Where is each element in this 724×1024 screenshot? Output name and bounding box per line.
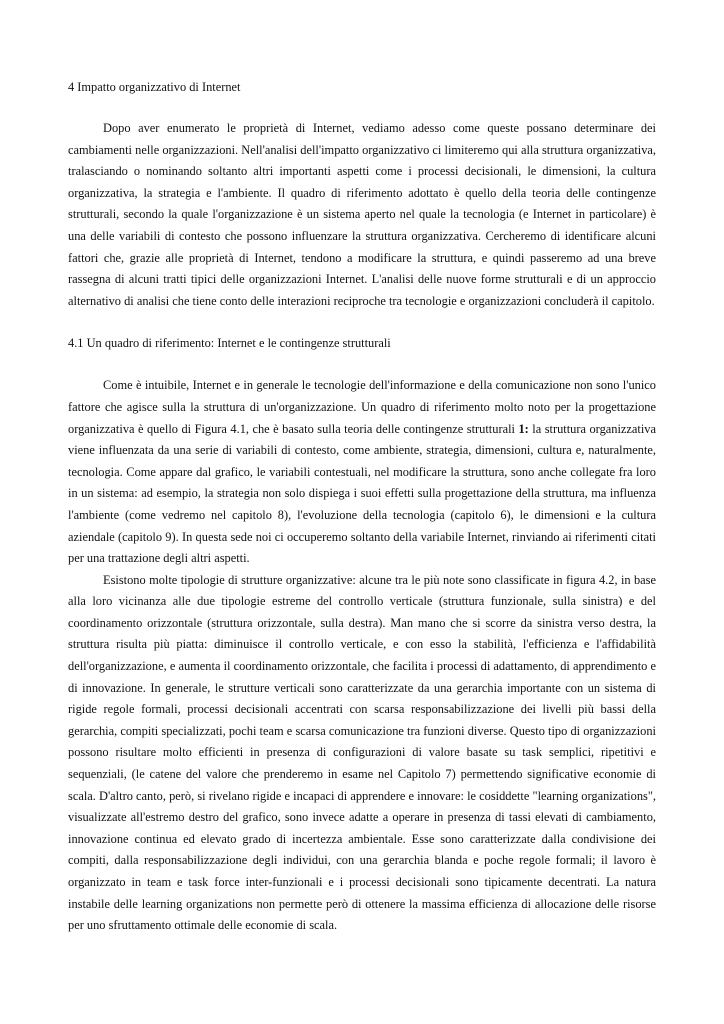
section-title: 4 Impatto organizzativo di Internet — [68, 80, 241, 94]
paragraph-text: Come è intuibile, Internet e in generale le tecnologie dell'informazione e della comunicazione non sono l'unico fattore che agisce sulla la struttura di un'organizzazione. Un quadro di riferimento molto noto per la progettazione organizzativa è quello di Figura 4.1, che è basato sulla teoria delle contingenze strutturali — [68, 378, 656, 436]
subsection-title: 4.1 Un quadro di riferimento: Internet e le contingenze strutturali — [68, 336, 391, 351]
intro-paragraph: Dopo aver enumerato le proprietà di Internet, vediamo adesso come queste possano determinare dei cambiamenti nelle organizzazioni. Nell'analisi dell'impatto organizzativo ci limiteremo qui alla struttura organizzativa, tralasciando o nominando soltanto altri importanti aspetti come i processi decisionali, le dimensioni, la cultura organizzativa, la strategia e l'ambiente. Il quadro di riferimento adottato è quello della teoria delle contingenze strutturali, secondo la quale l'organizzazione è un sistema aperto nel quale la tecnologia (e Internet in particolare) è una delle variabili di contesto che possono influenzare la struttura organizzativa. Cercheremo di identificare alcuni fattori che, grazie alle proprietà di Internet, tendono a modificare la struttura, e quindi passeremo ad una breve rassegna di alcuni tratti tipici delle organizzazioni Internet. L'analisi delle nuove forme strutturali e di un approccio alternativo di analisi che tiene conto delle interazioni reciproche tra tecnologie e organizzazioni concluderà il capitolo. — [68, 121, 656, 308]
footnote-marker: 1: — [518, 421, 529, 436]
document-page — [68, 76, 656, 937]
paragraph-organizational-structures: Esistono molte tipologie di strutture organizzative: alcune tra le più note sono classificate in figura 4.2, in base alla loro vicinanza alle due tipologie estreme del controllo verticale (struttura funzionale, sulla sinistra) e del coordinamento orizzontale (struttura orizzontale, sulla destra). Man mano che si scorre da sinistra verso destra, la struttura risulta più piatta: diminuisce il controllo verticale, e con esso la stabilità, l'efficienza e l'affidabilità dell'organizzazione, e aumenta il coordinamento orizzontale, che facilita i processi di adattamento, di apprendimento e di innovazione. In generale, le strutture verticali sono caratterizzate da una gerarchia importante con un sistema di rigide regole formali, processi decisionali accentrati con scarsa responsabilizzazione dei livelli più bassi della gerarchia, compiti specializzati, pochi team e scarsa comunicazione tra funzioni diverse. Questo tipo di organizzazioni possono risultare molto efficienti in presenza di configurazioni di valore basate su task semplici, ripetitivi e sequenziali, (le catene del valore che prenderemo in esame nel Capitolo 7) permettendo significative economie di scala. D'altro canto, però, si rivelano rigide e incapaci di apprendere e innovare: le cosiddette "learning organizations", visualizzate all'estremo destro del grafico, sono invece adatte a operare in presenza di tassi elevati di cambiamento, innovazione continua ed elevato grado di incertezza ambientale. Esse sono caratterizzate dalla condivisione dei compiti, dalla responsabilizzazione degli individui, con una gerarchia blanda e poche regole formali; il lavoro è organizzato in team e task force inter-funzionali e i processi decisionali sono tipicamente decentrati. La natura instabile delle learning organizations non permette però di ottenere la massima efficienza di allocazione delle risorse per uno sfruttamento ottimale delle economie di scala. — [68, 572, 656, 933]
paragraph-contingency-theory — [68, 375, 656, 569]
paragraph-text: la struttura organizzativa viene influenzata da una serie di variabili di contesto, come ambiente, strategia, dimensioni, cultura e, naturalmente, tecnologia. Come appare dal grafico, le variabili contestuali, nel modificare la struttura, sono anche collegate fra loro in un sistema: ad esempio, la strategia non solo dispiega i suoi effetti sulla progettazione della struttura, ma influenza l'ambiente (come vedremo nel capitolo 8), l'evoluzione della tecnologia (capitolo 6), le dimensioni e la cultura aziendale (capitolo 9). In questa sede noi ci occuperemo soltanto della variabile Internet, rinviando ai riferimenti citati per una trattazione degli altri aspetti. — [68, 421, 656, 566]
